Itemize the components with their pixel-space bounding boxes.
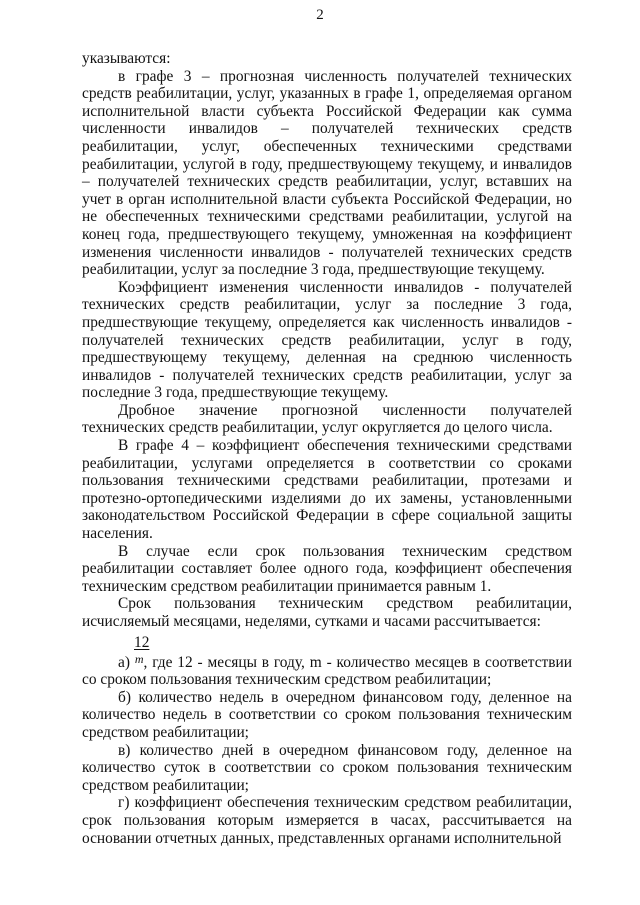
document-body <box>82 50 572 847</box>
paragraph-column-3: в графе 3 – прогнозная численность получателей технических средств реабилитации, услуг, указанных в графе 1, определяемая органом исполнительной власти субъекта Российской Федерации как сумма численности инвалидов – получателей технических средств реабилитации, услуг, обеспеченных техническими средствами реабилитации, услугой в году, предшествующему текущему, и инвалидов – получателей технических средств реабилитации, услуг, вставших на учет в орган исполнительной власти субъекта Российской Федерации, но не обеспеченных техническими средствами реабилитации, услугой на конец года, предшествующего текущему, умноженная на коэффициент изменения численности инвалидов - получателей технических средств реабилитации, услуг за последние 3 года, предшествующие текущему. <box>82 67 572 279</box>
formula-numerator: 12 <box>134 633 150 651</box>
paragraph-item-g: г) коэффициент обеспечения техническим средством реабилитации, срок пользования которым измеряется в часах, рассчитывается на основании отчетных данных, представленных органами исполнительной <box>82 794 572 847</box>
paragraph-over-one-year: В случае если срок пользования техническим средством реабилитации составляет более одного года, коэффициент обеспечения техническим средством реабилитации принимается равным 1. <box>82 542 572 595</box>
paragraph-intro: указываются: <box>82 50 171 67</box>
item-a-text: , где 12 - месяцы в году, m - количество месяцев в соответствии со сроком пользования техническим средством реабилитации; <box>82 653 572 689</box>
item-a-marker: а) <box>118 653 130 671</box>
paragraph-rounding: Дробное значение прогнозной численности получателей технических средств реабилитации, услуг округляется до целого числа. <box>82 401 572 437</box>
paragraph-item-v: в) количество дней в очередном финансовом году, деленное на количество суток в соответствии со сроком пользования техническим средством реабилитации; <box>82 741 572 794</box>
formula-denominator: m <box>134 651 144 666</box>
paragraph-column-4: В графе 4 – коэффициент обеспечения техническими средствами реабилитации, услугами определяется в соответствии со сроками пользования техническими средствами реабилитации, протезами и протезно-ортопедическими изделиями до их замены, установленными законодательством Российской Федерации в сфере социальной защиты населения. <box>82 437 572 543</box>
paragraph-change-coefficient: Коэффициент изменения численности инвалидов - получателей технических средств реабилитации, услуг за последние 3 года, предшествующие текущему, определяется как численность инвалидов - получателей технических средств реабилитации, услуг в году, предшествующему текущему, деленная на среднюю численность инвалидов - получателей технических средств реабилитации, услуг за последние 3 года, предшествующие текущему. <box>82 278 572 402</box>
paragraph-item-b: б) количество недель в очередном финансовом году, деленное на количество недель в соответствии со сроком пользования техническим средством реабилитации; <box>82 688 572 741</box>
paragraph-usage-period: Срок пользования техническим средством реабилитации, исчисляемый месяцами, неделями, сутками и часами рассчитывается: <box>82 595 572 630</box>
page-number: 2 <box>316 7 324 23</box>
paragraph-item-a <box>82 651 572 689</box>
